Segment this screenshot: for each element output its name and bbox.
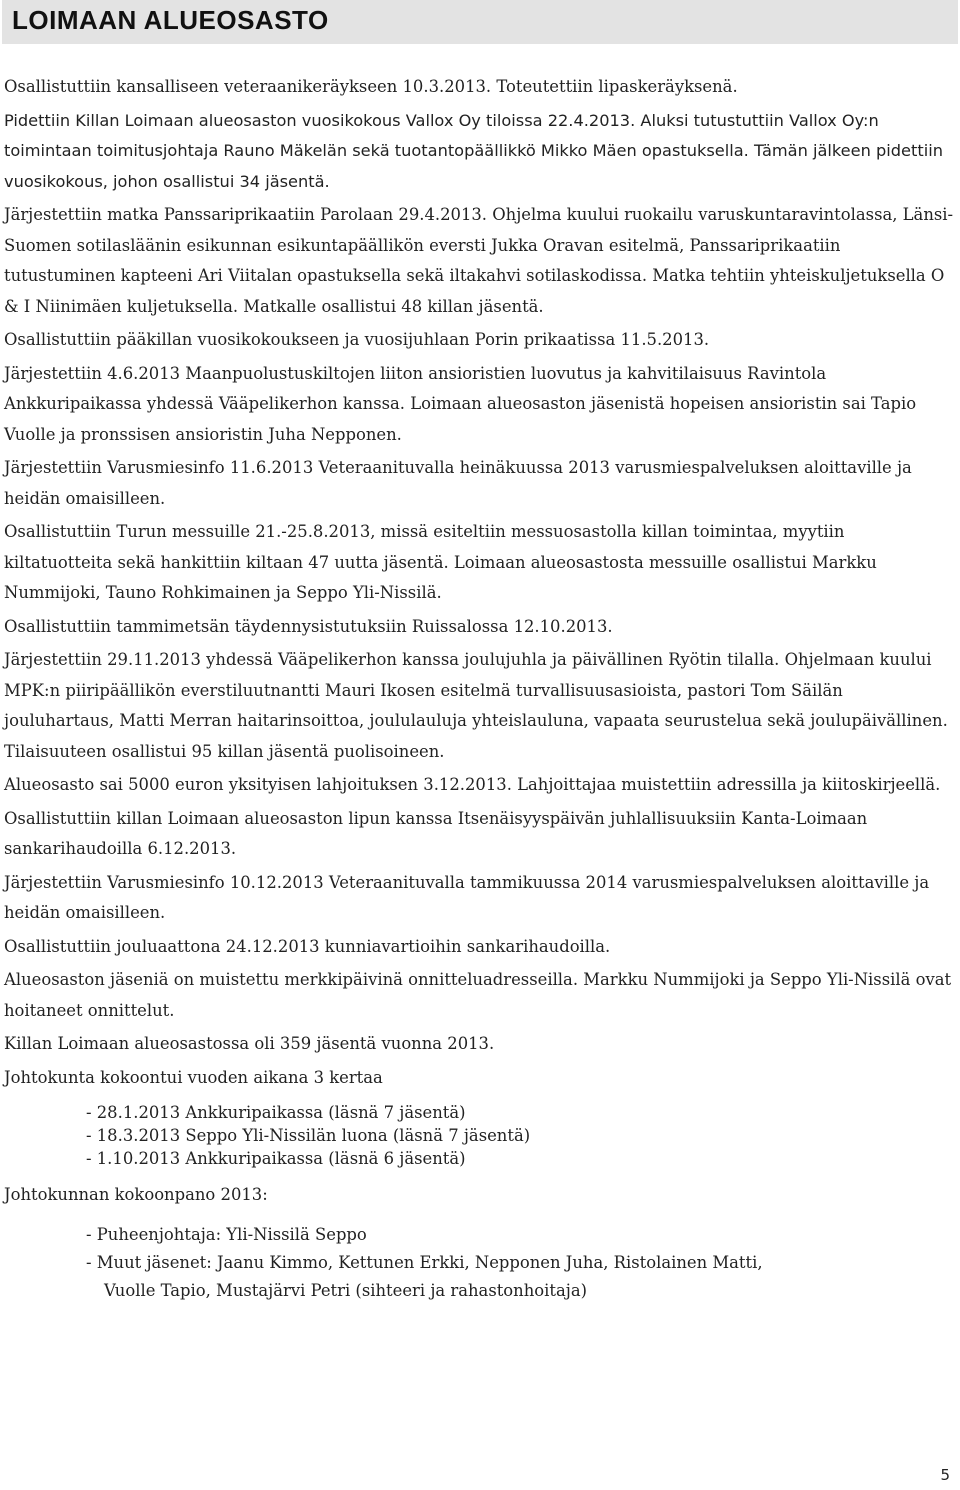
paragraph: Osallistuttiin jouluaattona 24.12.2013 kunniavartioihin sankarihaudoilla. — [4, 936, 611, 956]
section-header — [2, 0, 958, 44]
meeting-item: - 1.10.2013 Ankkuripaikassa (läsnä 6 jäsentä) — [86, 1149, 466, 1168]
paragraph: Pidettiin Killan Loimaan alueosaston vuosikokous Vallox Oy tiloissa 22.4.2013. Aluksi tutustuttiin Vallox Oy:n toimintaan toimitusjohtaja Rauno Mäkelän sekä tuotantopäällikkö Mikko Mäen opastuksella. Tämän jälkeen pidettiin vuosikokous, johon osallistui 34 jäsentä. — [4, 110, 943, 191]
board-members-line-1: - Muut jäsenet: Jaanu Kimmo, Kettunen Erkki, Nepponen Juha, Ristolainen Matti, — [86, 1252, 763, 1272]
article-body — [4, 72, 956, 1305]
paragraph: Osallistuttiin kansalliseen veteraanikeräykseen 10.3.2013. Toteutettiin lipaskeräyksenä. — [4, 77, 738, 96]
paragraph: Killan Loimaan alueosastossa oli 359 jäsentä vuonna 2013. — [4, 1034, 495, 1053]
paragraph: Osallistuttiin tammimetsän täydennysistutuksiin Ruissalossa 12.10.2013. — [4, 616, 613, 636]
section-title: LOIMAAN ALUEOSASTO — [12, 5, 329, 35]
meeting-list — [4, 1101, 956, 1170]
board-list — [4, 1221, 956, 1305]
meeting-item: - 18.3.2013 Seppo Yli-Nissilän luona (läsnä 7 jäsentä) — [86, 1126, 531, 1145]
paragraph: Alueosasto sai 5000 euron yksityisen lahjoituksen 3.12.2013. Lahjoittajaa muistettiin adressilla ja kiitoskirjeellä. — [4, 775, 941, 794]
paragraph: Järjestettiin 4.6.2013 Maanpuolustuskiltojen liiton ansioristien luovutus ja kahvitilaisuus Ravintola Ankkuripaikassa yhdessä Vääpelikerhon kanssa. Loimaan alueosaston jäsenistä hopeisen ansioristin sai Tapio Vuolle ja pronssisen ansioristin Juha Nepponen. — [4, 363, 917, 444]
board-members — [86, 1249, 956, 1305]
page-number: 5 — [940, 1466, 950, 1484]
paragraph: Osallistuttiin pääkillan vuosikokoukseen ja vuosijuhlaan Porin prikaatissa 11.5.2013. — [4, 330, 710, 349]
paragraph: Osallistuttiin Turun messuille 21.-25.8.2013, missä esiteltiin messuosastolla killan toimintaa, myytiin kiltatuotteita sekä hankittiin kiltaan 47 uutta jäsentä. Loimaan alueosastosta messuille osallistui Markku Nummijoki, Tauno Rohkimainen ja Seppo Yli-Nissilä. — [4, 522, 877, 602]
meeting-item: - 28.1.2013 Ankkuripaikassa (läsnä 7 jäsentä) — [86, 1103, 466, 1122]
paragraph: Osallistuttiin killan Loimaan alueosaston lipun kanssa Itsenäisyyspäivän juhlallisuuksiin Kanta-Loimaan sankarihaudoilla 6.12.2013. — [4, 808, 868, 858]
paragraph: Järjestettiin Varusmiesinfo 10.12.2013 Veteraanituvalla tammikuussa 2014 varusmiespalveluksen aloittaville ja heidän omaisilleen. — [4, 872, 930, 922]
paragraph: Alueosaston jäseniä on muistettu merkkipäivinä onnitteluadresseilla. Markku Nummijoki ja Seppo Yli-Nissilä ovat hoitaneet onnittelut. — [4, 970, 952, 1020]
paragraph: Johtokunnan kokoonpano 2013: — [4, 1185, 268, 1204]
paragraph: Järjestettiin 29.11.2013 yhdessä Vääpelikerhon kanssa joulujuhla ja päivällinen Ryötin tilalla. Ohjelmaan kuului MPK:n piiripäällikön everstiluutnantti Mauri Ikosen esitelmä turvallisuusasioista, pastori Tom Säilän jouluhartaus, Matti Merran haitarinsoittoa, joululauluja yhteislauluna, vapaata seurustelua sekä joulupäivällinen. Tilaisuuteen osallistui 95 killan jäsentä puolisoineen. — [4, 650, 948, 761]
paragraph: Järjestettiin matka Panssariprikaatiin Parolaan 29.4.2013. Ohjelma kuului ruokailu varuskuntaravintolassa, Länsi-Suomen sotilasläänin esikunnan esikuntapäällikön eversti Jukka Oravan esitelmä, Panssariprikaatiin tutustuminen kapteeni Ari Viitalan opastuksella sekä iltakahvi sotilaskodissa. Matka tehtiin yhteiskuljetuksella O & I Niinimäen kuljetuksella. Matkalle osallistui 48 killan jäsentä. — [4, 205, 954, 316]
paragraph: Järjestettiin Varusmiesinfo 11.6.2013 Veteraanituvalla heinäkuussa 2013 varusmiespalveluksen aloittaville ja heidän omaisilleen. — [4, 458, 912, 508]
paragraph: Johtokunta kokoontui vuoden aikana 3 kertaa — [4, 1067, 383, 1087]
board-chair: - Puheenjohtaja: Yli-Nissilä Seppo — [86, 1224, 367, 1244]
board-members-line-2: Vuolle Tapio, Mustajärvi Petri (sihteeri ja rahastonhoitaja) — [104, 1280, 588, 1300]
